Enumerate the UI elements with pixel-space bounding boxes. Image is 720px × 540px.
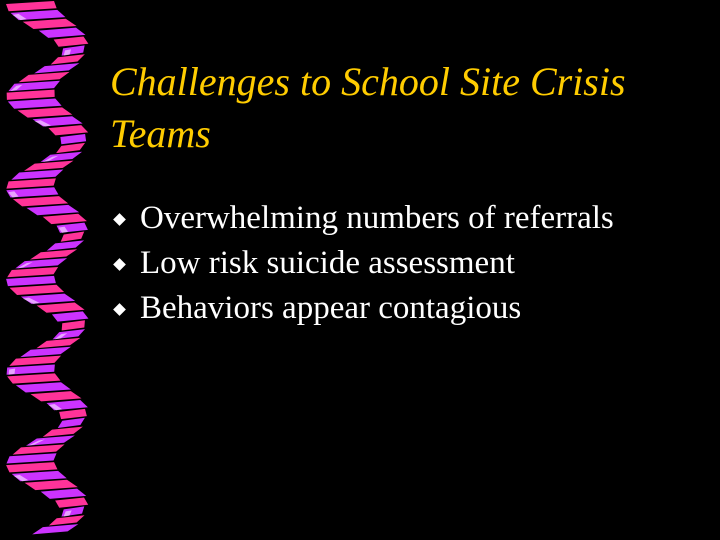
wave-stripe [24, 161, 74, 171]
wave-stripe [20, 347, 71, 357]
wavy-band-decoration [0, 0, 100, 540]
bullet-item [110, 196, 720, 241]
wave-stripe [60, 134, 86, 144]
wave-stripe [6, 178, 56, 188]
bullet-text: Behaviors appear contagious [140, 290, 522, 326]
wave-stripe [41, 489, 87, 499]
slide-title-line-2: Teams [110, 111, 211, 156]
wave-stripe [37, 302, 85, 312]
wave-stripe [19, 72, 70, 82]
wave-stripe [36, 338, 80, 348]
wave-stripe [17, 107, 72, 117]
wave-stripe [39, 28, 86, 38]
wave-stripe [52, 311, 88, 321]
wave-stripe [7, 90, 55, 100]
wave-stripe [11, 169, 63, 179]
slide-title [110, 56, 710, 160]
wave-stripe [55, 498, 88, 508]
wave-stripe [6, 462, 57, 472]
wave-stripe [8, 99, 62, 109]
wave-stripe [9, 356, 61, 366]
wave-stripe [62, 320, 85, 330]
diamond-bullet-icon [113, 213, 126, 226]
wave-stripe [6, 276, 56, 286]
wave-stripe [7, 453, 57, 463]
wave-stripe [7, 267, 58, 277]
wave-stripe [7, 373, 60, 383]
wave-stripe [56, 143, 85, 153]
wave-stripe [47, 240, 84, 250]
bullet-item [110, 241, 720, 286]
wave-stripe [51, 54, 85, 64]
wave-stripe [23, 19, 77, 29]
wave-stripe [31, 391, 82, 401]
wave-stripe [6, 1, 57, 11]
bullet-text: Overwhelming numbers of referrals [140, 200, 614, 236]
wave-stripe [58, 418, 85, 428]
wave-stripe [9, 285, 64, 295]
wave-stripe [25, 480, 78, 490]
wave-stripe [49, 515, 85, 525]
wave-stripe [34, 63, 79, 73]
wave-stripe [13, 444, 65, 454]
diamond-bullet-icon [113, 258, 126, 271]
wave-stripe [59, 409, 87, 419]
wave-stripe [61, 232, 85, 242]
bullet-text: Low risk suicide assessment [140, 245, 515, 281]
bullet-list [110, 196, 720, 331]
wave-highlight [9, 369, 16, 375]
wave-stripe [30, 249, 77, 259]
wave-stripe [54, 36, 89, 46]
wave-stripe [13, 196, 68, 206]
bullet-item [110, 286, 720, 331]
wave-stripe [32, 524, 78, 534]
wave-stripe [16, 382, 71, 392]
wave-stripe [27, 205, 80, 215]
diamond-bullet-icon [113, 303, 126, 316]
wave-stripe [43, 427, 83, 437]
slide-title-line-1: Challenges to School Site Crisis [110, 59, 626, 104]
wave-stripe [48, 125, 88, 135]
wave-stripe [43, 214, 87, 224]
